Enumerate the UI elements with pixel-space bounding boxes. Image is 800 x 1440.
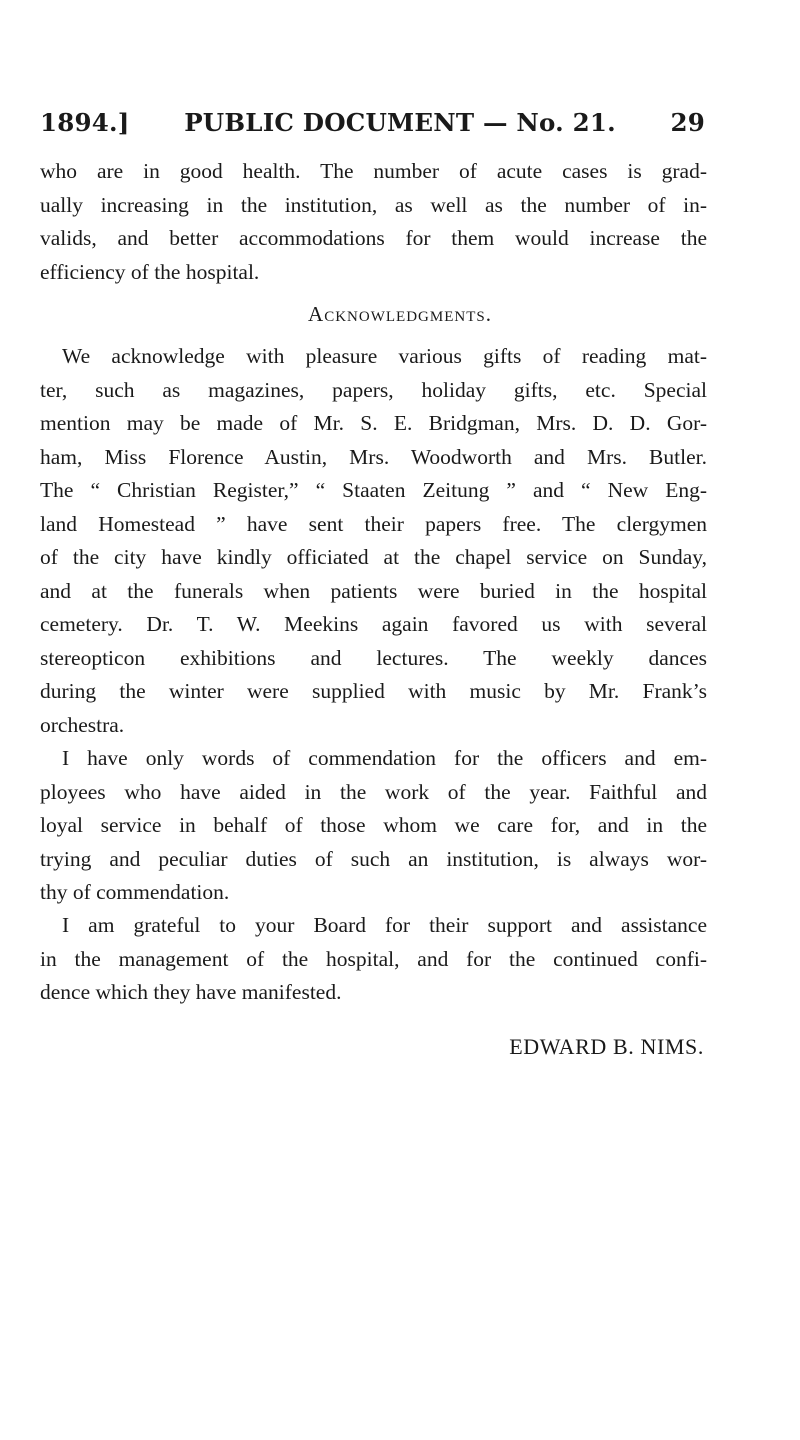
text-line: We acknowledge with pleasure various gifts of reading mat-	[62, 344, 707, 368]
text-line: who are in good health. The number of acute cases is grad-	[40, 159, 707, 183]
text-line: stereopticon exhibitions and lectures. The weekly dances	[40, 645, 707, 670]
section-heading: Acknowledgments.	[308, 302, 492, 326]
text-line: cemetery. Dr. T. W. Meekins again favored us with several	[40, 612, 707, 636]
text-line: valids, and better accommodations for them would increase the	[40, 226, 707, 250]
text-line: land Homestead ” have sent their papers free. The clergymen	[40, 511, 707, 536]
text-line: loyal service in behalf of those whom we care for, and in the	[40, 813, 707, 837]
paragraph-gratitude	[40, 909, 707, 1010]
text-line: and at the funerals when patients were buried in the hospital	[40, 578, 707, 603]
text-line: thy of commendation.	[40, 880, 230, 904]
text-line: efficiency of the hospital.	[40, 259, 260, 284]
text-line: during the winter were supplied with music by Mr. Frank’s	[40, 679, 707, 703]
text-line: ployees who have aided in the work of the year. Faithful and	[40, 779, 707, 804]
header-year: 1894.]	[40, 108, 130, 137]
text-line: of the city have kindly officiated at the chapel service on Sunday,	[40, 545, 707, 569]
text-line: ter, such as magazines, papers, holiday gifts, etc. Special	[40, 377, 707, 402]
paragraph-commendation	[40, 742, 707, 910]
paragraph-acknowledgments	[40, 340, 707, 742]
text-line: mention may be made of Mr. S. E. Bridgman, Mrs. D. D. Gor-	[40, 411, 707, 435]
text-line: trying and peculiar duties of such an institution, is always wor-	[40, 846, 707, 871]
text-line: orchestra.	[40, 712, 125, 737]
header-page-number: 29	[670, 108, 705, 137]
text-line: in the management of the hospital, and for the continued confi-	[40, 946, 707, 971]
text-line: ually increasing in the institution, as well as the number of in-	[40, 192, 707, 217]
text-line: dence which they have manifested.	[40, 980, 342, 1004]
text-line: I am grateful to your Board for their support and assistance	[62, 913, 707, 937]
header-title: PUBLIC DOCUMENT — No. 21.	[184, 108, 616, 137]
paragraph-health	[40, 155, 707, 289]
signature: EDWARD B. NIMS.	[509, 1034, 704, 1059]
text-line: The “ Christian Register,” “ Staaten Zeitung ” and “ New Eng-	[40, 478, 707, 502]
text-line: ham, Miss Florence Austin, Mrs. Woodworth and Mrs. Butler.	[40, 444, 707, 469]
text-line: I have only words of commendation for the officers and em-	[62, 746, 707, 770]
running-head	[40, 108, 705, 144]
